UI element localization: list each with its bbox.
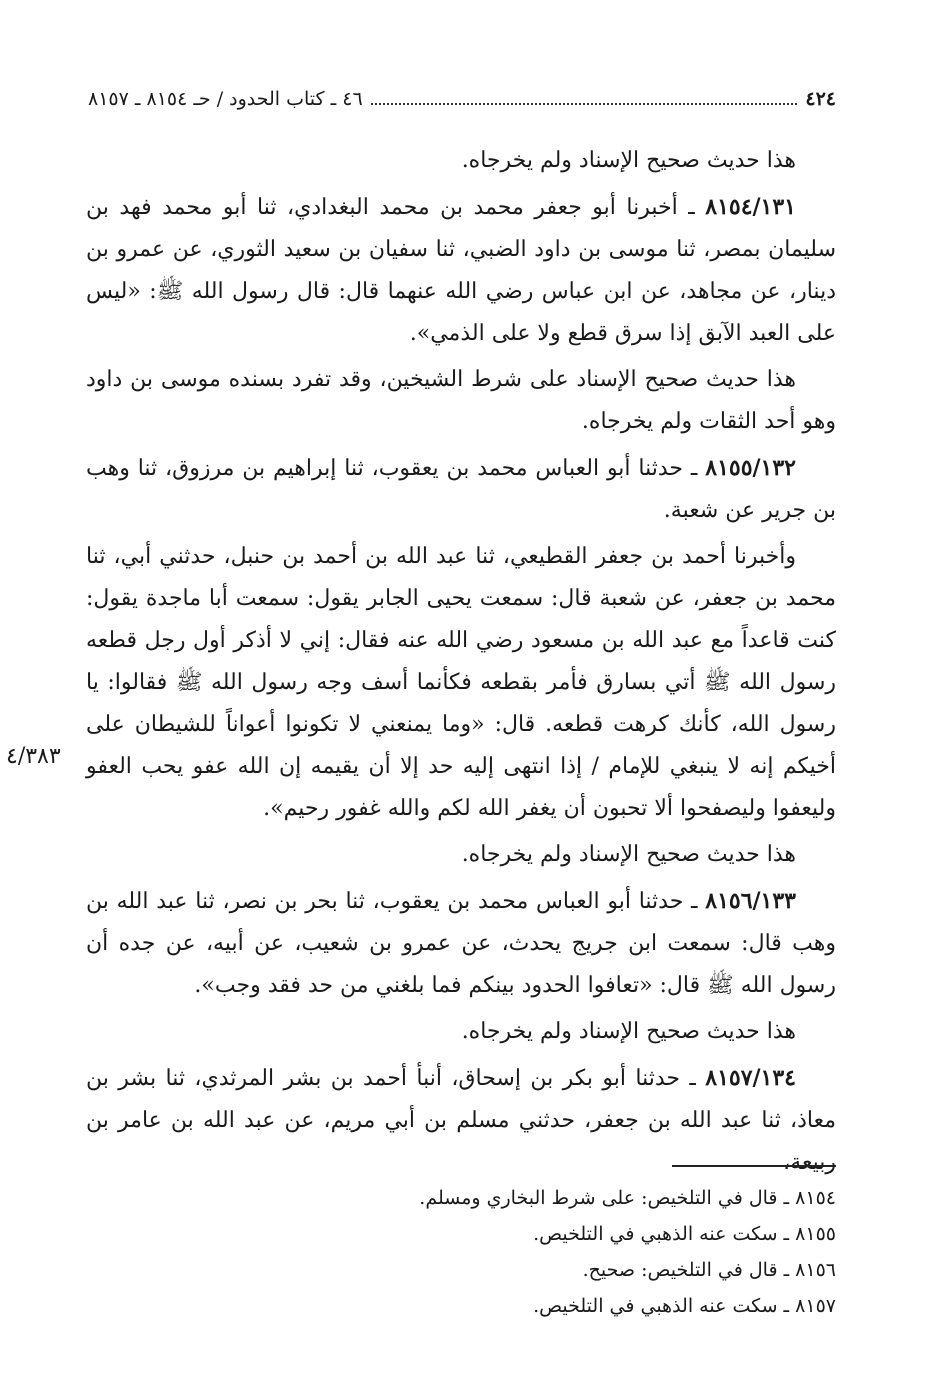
header-dotted-leader bbox=[371, 103, 798, 105]
paragraph-text: ـ حدثنا أبو العباس محمد بن يعقوب، ثنا بحر بن نصر، ثنا عبد الله بن وهب قال: سمعت ابن جريج يحدث، عن عمرو بن شعيب، عن أبيه، عن جده أن رسول الله ﷺ قال: «تعافوا الحدود بينكم فما بلغني من حد فقد وجب». bbox=[86, 889, 836, 998]
paragraph-text: هذا حديث صحيح الإسناد على شرط الشيخين، وقد تفرد بسنده موسى بن داود وهو أحد الثقات ولم يخرجاه. bbox=[86, 367, 836, 434]
paragraph-text: هذا حديث صحيح الإسناد ولم يخرجاه. bbox=[461, 1019, 796, 1044]
paragraph-verdict-1 bbox=[86, 140, 836, 182]
footnote-8156: ٨١٥٦ ـ قال في التلخيص: صحيح. bbox=[582, 1259, 836, 1281]
hadith-number: ٨١٥٦/١٣٣ bbox=[705, 888, 796, 914]
page-header bbox=[88, 82, 836, 116]
paragraph-verdict-3 bbox=[86, 834, 836, 876]
hadith-8156 bbox=[86, 880, 836, 1007]
paragraph-text: ـ حدثنا أبو بكر بن إسحاق، أنبأ أحمد بن بشر المرثدي، ثنا بشر بن معاذ، ثنا عبد الله بن جعفر، حدثني مسلم بن أبي مريم، عن عبد الله بن عامر بن ربيعة، bbox=[86, 1066, 836, 1175]
footnotes bbox=[200, 1180, 836, 1324]
hadith-number: ٨١٥٥/١٣٢ bbox=[705, 455, 796, 481]
paragraph-text: ـ أخبرنا أبو جعفر محمد بن محمد البغدادي، ثنا أبو محمد فهد بن سليمان بمصر، ثنا موسى بن داود الضبي، ثنا سفيان بن سعيد الثوري، عن عمرو بن دينار، عن مجاهد، عن ابن عباس رضي الله عنهما قال: قال رسول الله ﷺ: «ليس على العبد الآبق إذا سرق قطع ولا على الذمي». bbox=[86, 195, 836, 346]
paragraph-text: وأخبرنا أحمد بن جعفر القطيعي، ثنا عبد الله بن أحمد بن حنبل، حدثني أبي، ثنا محمد بن جعفر، عن شعبة قال: سمعت يحيى الجابر يقول: سمعت أبا ماجدة يقول: كنت قاعداً مع عبد الله بن مسعود رضي الله عنه فقال: إني لا أذكر أول رجل قطعه رسول الله ﷺ أتي بسارق فأمر بقطعه فكأنما أسف وجه رسول الله ﷺ فقالوا: يا رسول الله، كأنك كرهت قطعه. قال: «وما يمنعني لا تكونوا أعواناً للشيطان على أخيكم إنه لا ينبغي للإمام / إذا انتهى إليه حد إلا أن يقيمه إن الله عفو يحب العفو وليعفوا وليصفحوا ألا تحبون أن يغفر الله لكم والله غفور رحيم». bbox=[86, 544, 836, 821]
paragraph-verdict-2 bbox=[86, 359, 836, 443]
footnote-8154: ٨١٥٤ ـ قال في التلخيص: على شرط البخاري ومسلم. bbox=[419, 1187, 836, 1209]
paragraph-chain-continuation bbox=[86, 536, 836, 830]
paragraph-verdict-4 bbox=[86, 1011, 836, 1053]
paragraph-text: هذا حديث صحيح الإسناد ولم يخرجاه. bbox=[461, 148, 796, 173]
hadith-number: ٨١٥٤/١٣١ bbox=[705, 194, 796, 220]
margin-volume-page-note: ٤/٣٨٣ bbox=[6, 744, 61, 769]
footnote-separator bbox=[672, 1165, 836, 1167]
footnote-8155: ٨١٥٥ ـ سكت عنه الذهبي في التلخيص. bbox=[533, 1223, 836, 1245]
hadith-number: ٨١٥٧/١٣٤ bbox=[705, 1065, 796, 1091]
main-text bbox=[86, 140, 836, 1184]
hadith-8154 bbox=[86, 186, 836, 355]
page-number: ٤٢٤ bbox=[805, 88, 836, 110]
running-title: ٤٦ ـ كتاب الحدود / حـ ٨١٥٤ ـ ٨١٥٧ bbox=[88, 88, 363, 110]
paragraph-text: ـ حدثنا أبو العباس محمد بن يعقوب، ثنا إبراهيم بن مرزوق، ثنا وهب بن جرير عن شعبة. bbox=[86, 456, 836, 523]
hadith-8155 bbox=[86, 447, 836, 532]
paragraph-text: هذا حديث صحيح الإسناد ولم يخرجاه. bbox=[461, 842, 796, 867]
footnote-8157: ٨١٥٧ ـ سكت عنه الذهبي في التلخيص. bbox=[533, 1295, 836, 1317]
